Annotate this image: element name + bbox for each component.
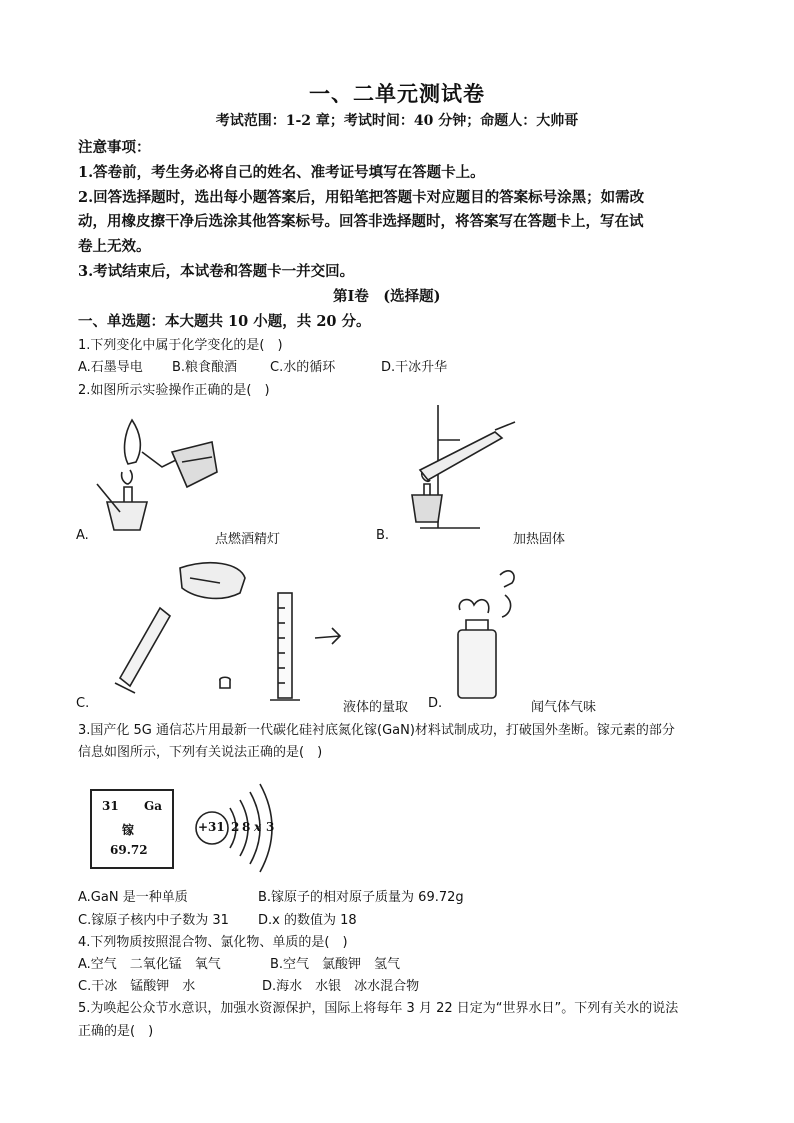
q4-option-b: B.空气 氯酸钾 氢气 <box>270 957 401 972</box>
part-heading: 一、单选题：本大题共 10 小题，共 20 分。 <box>78 313 371 330</box>
q2-option-b-letter: B. <box>376 528 390 543</box>
note-3: 3.考试结束后，本试卷和答题卡一并交回。 <box>78 263 355 280</box>
atomic-number: 31 <box>102 799 119 813</box>
q4-option-a: A.空气 二氧化锰 氧气 <box>78 957 221 972</box>
q5-stem-line-1: 5.为唤起公众节水意识，加强水资源保护，国际上将每年 3 月 22 日定为“世界水日”。下列有关水的说法 <box>78 1001 679 1016</box>
q2-option-d-caption: 闻气体气味 <box>531 700 597 715</box>
q4-stem: 4.下列物质按照混合物、氯化物、单质的是( ) <box>78 935 348 950</box>
note-2-line-3: 卷上无效。 <box>78 238 151 255</box>
exam-info: 考试范围：1-2 章；考试时间：40 分钟；命题人：大帅哥 <box>215 113 579 129</box>
element-symbol: Ga <box>144 799 163 813</box>
nucleus-charge: +31 <box>198 820 225 834</box>
q2-figure-d <box>450 565 530 705</box>
q2-figure-c <box>100 548 360 708</box>
q1-option-d: D.干冰升华 <box>381 360 448 375</box>
q2-stem: 2.如图所示实验操作正确的是( ) <box>78 383 270 398</box>
q1-option-a: A.石墨导电 <box>78 360 143 375</box>
q1-option-b: B.粮食酿酒 <box>172 360 238 375</box>
q3-option-c: C.镓原子核内中子数为 31 <box>78 913 229 928</box>
q1-option-c: C.水的循环 <box>270 360 336 375</box>
q2-option-c-caption: 液体的量取 <box>343 700 409 715</box>
note-1: 1.答卷前，考生务必将自己的姓名、准考证号填写在答题卡上。 <box>78 164 485 181</box>
q5-stem-line-2: 正确的是( ) <box>78 1024 154 1039</box>
q4-option-c: C.干冰 锰酸钾 水 <box>78 979 196 994</box>
q2-option-b-caption: 加热固体 <box>513 532 566 547</box>
page-title: 一、二单元测试卷 <box>309 81 485 106</box>
q2-option-d-letter: D. <box>428 696 443 711</box>
q3-option-d: D.x 的数值为 18 <box>258 913 357 928</box>
element-cell <box>90 789 174 869</box>
q3-stem-line-2: 信息如图所示，下列有关说法正确的是( ) <box>78 745 323 760</box>
q2-figure-b <box>400 400 530 535</box>
q1-stem: 1.下列变化中属于化学变化的是( ) <box>78 338 283 353</box>
q4-option-d: D.海水 水银 冰水混合物 <box>262 979 420 994</box>
q2-figure-a <box>92 412 232 542</box>
q2-option-a-letter: A. <box>76 528 89 543</box>
volume-heading: 第Ⅰ卷 (选择题) <box>333 288 441 305</box>
q3-stem-line-1: 3.国产化 5G 通信芯片用最新一代碳化硅衬底氮化镓(GaN)材料试制成功，打破国外垄断。镓元素的部分 <box>78 723 675 738</box>
note-2-line-2: 动，用橡皮擦干净后选涂其他答案标号。回答非选择题时，将答案写在答题卡上，写在试 <box>78 213 644 230</box>
q3-option-b: B.镓原子的相对原子质量为 69.72g <box>258 890 464 905</box>
atomic-mass: 69.72 <box>110 843 148 857</box>
shell-3-electrons: x <box>254 820 262 834</box>
note-2-line-1: 2.回答选择题时，选出每小题答案后，用铅笔把答题卡对应题目的答案标号涂黑；如需改 <box>78 189 645 206</box>
notes-heading: 注意事项： <box>78 139 151 156</box>
shell-1-electrons: 2 <box>231 820 240 834</box>
shell-2-electrons: 8 <box>242 820 251 834</box>
q2-option-a-caption: 点燃酒精灯 <box>215 532 281 547</box>
shell-4-electrons: 3 <box>266 820 275 834</box>
q3-option-a: A.GaN 是一种单质 <box>78 890 188 905</box>
element-name: 镓 <box>122 823 135 837</box>
q2-option-c-letter: C. <box>76 696 90 711</box>
